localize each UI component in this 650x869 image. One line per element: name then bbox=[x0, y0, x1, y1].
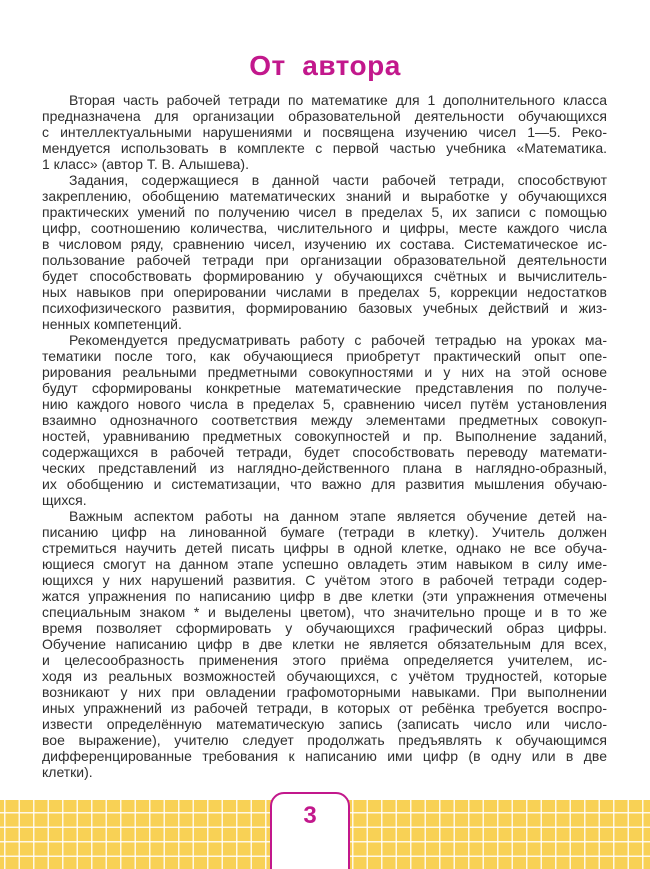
text-line: время позволяет сформировать у обучающихся графический образ цифры. bbox=[42, 620, 607, 636]
text-line: мендуется использовать в комплекте с первой частью учебника «Математика. bbox=[42, 140, 607, 156]
text-line: и целесообразность применения этого приёма определяется учителем, ис- bbox=[42, 652, 607, 668]
text-line: дифференцированные требования к написанию ими цифр (в одну или в две bbox=[42, 748, 607, 764]
text-line: Вторая часть рабочей тетради по математике для 1 дополнительного класса bbox=[69, 92, 607, 108]
text-line: будут сформированы конкретные математические представления по получе- bbox=[42, 380, 607, 396]
text-line: писанию цифр на линованной бумаге (тетради в клетку). Учитель должен bbox=[42, 524, 607, 540]
text-line: взаимно однозначного соответствия между элементами предметных совокуп- bbox=[42, 412, 607, 428]
text-line: стремиться научить детей писать цифры в одной клетке, однако не все обуча- bbox=[42, 540, 607, 556]
text-line: ходя из реальных возможностей обучающихся, с учётом трудностей, которые bbox=[42, 668, 607, 684]
page-title: От автора bbox=[249, 50, 401, 81]
text-line: психофизического развития, формированию базовых учебных действий и жиз- bbox=[42, 300, 607, 316]
text-line: с интеллектуальными нарушениями и посвящена изучению чисел 1—5. Реко- bbox=[42, 124, 607, 140]
text-line: жатся упражнения по написанию цифр в две клетки (эти упражнения отмечены bbox=[42, 588, 607, 604]
text-line: Задания, содержащиеся в данной части рабочей тетради, способствуют bbox=[69, 172, 607, 188]
text-line: пользование рабочей тетради при организации образовательной деятельности bbox=[42, 252, 607, 268]
text-line: цифр, соотношению количества, числительного и цифры, месте каждого числа bbox=[42, 220, 607, 236]
text-line: будет способствовать формированию у обучающихся счётных и вычислитель- bbox=[42, 268, 607, 284]
text-line: тематики после того, как обучающиеся приобретут практический опыт опе- bbox=[42, 348, 607, 364]
text-line: иных упражнений из рабочей тетради, в которых от ребёнка требуется воспро- bbox=[42, 700, 607, 716]
text-line: их обобщению и систематизации, что важно для развития мышления обучаю- bbox=[42, 476, 607, 492]
text-line: Рекомендуется предусматривать работу с рабочей тетрадью на уроках ма- bbox=[69, 332, 607, 348]
text-line: Обучение написанию цифр в две клетки не является обязательным для всех, bbox=[42, 636, 607, 652]
text-line: нию каждого нового числа в пределах 5, сравнению чисел путём установления bbox=[42, 396, 607, 412]
text-line: ных навыков при оперировании числами в пределах 5, коррекции недостатков bbox=[42, 284, 607, 300]
text-line: вое выражение), учителю следует продолжать предъявлять к обучающимся bbox=[42, 732, 607, 748]
text-line: рирования реальными предметными совокупностями и у них на этой основе bbox=[42, 364, 607, 380]
text-line: возникают у них при овладении графомоторными навыками. При выполнении bbox=[42, 684, 607, 700]
text-line: практических умений по получению чисел в пределах 5, их записи с помощью bbox=[42, 204, 607, 220]
text-line: ющиеся смогут на данном этапе успешно овладеть этим навыком в силу име- bbox=[42, 556, 607, 572]
text-line: специальным знаком * и выделены цветом), что значительно проще и в то же bbox=[42, 604, 607, 620]
text-line: предназначена для организации образовательной деятельности обучающихся bbox=[42, 108, 607, 124]
text-line: Важным аспектом работы на данном этапе является обучение детей на- bbox=[69, 508, 607, 524]
body-text bbox=[42, 92, 607, 780]
page-number-tab bbox=[270, 792, 350, 869]
text-line: 1 класс» (автор Т. В. Алышева). bbox=[42, 156, 249, 172]
text-line: ненных компетенций. bbox=[42, 316, 182, 332]
text-line: содержащихся в рабочей тетради, будет способствовать переводу математи- bbox=[42, 444, 607, 460]
text-line: клетки). bbox=[42, 764, 93, 780]
text-line: в числовом ряду, сравнению чисел, изучению их состава. Систематическое ис- bbox=[42, 236, 607, 252]
page-number: 3 bbox=[303, 802, 317, 829]
text-line: ностей, уравниванию предметных совокупностей и пр. Выполнение заданий, bbox=[42, 428, 607, 444]
text-line: извести определённую математическую запись (записать число или число- bbox=[42, 716, 607, 732]
text-line: щихся. bbox=[42, 492, 87, 508]
text-line: ческих представлений из наглядно-действенного плана в наглядно-образный, bbox=[42, 460, 607, 476]
text-line: закреплению, обобщению математических знаний и выработке у обучающихся bbox=[42, 188, 607, 204]
text-line: ющихся у них нарушений развития. С учётом этого в рабочей тетради содер- bbox=[42, 572, 607, 588]
